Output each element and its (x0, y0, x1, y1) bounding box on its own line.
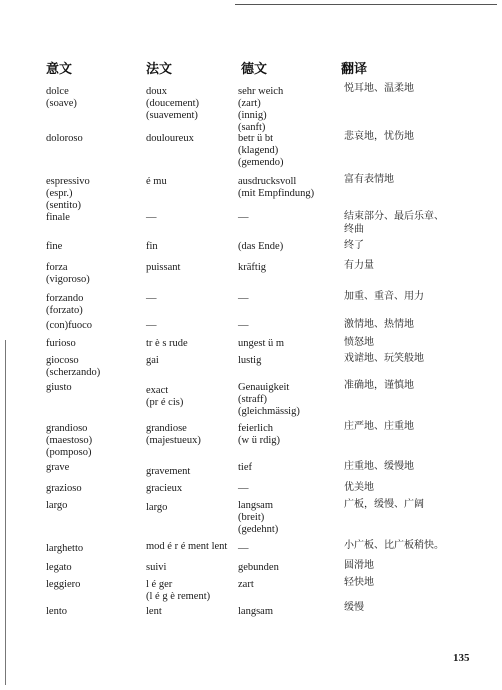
cell-de (238, 579, 254, 591)
cell-it (46, 320, 92, 332)
cell-line: — (146, 293, 157, 304)
cell-fr (146, 483, 182, 495)
cell-zh (344, 481, 374, 494)
cell-line: (majestueux) (146, 435, 201, 446)
cell-line: (innig) (238, 110, 267, 121)
cell-line: Genauigkeit (238, 382, 290, 393)
cell-line: 缓慢 (344, 602, 364, 613)
cell-line: (maestoso) (46, 435, 93, 446)
cell-line: ausdrucksvoll (238, 176, 297, 187)
cell-zh (344, 336, 374, 349)
cell-it (46, 562, 72, 574)
cell-fr (146, 86, 199, 122)
cell-line: (sanft) (238, 122, 266, 133)
cell-fr (146, 423, 201, 447)
cell-line: l é ger (146, 579, 173, 590)
cell-line: 悦耳地、温柔地 (344, 83, 414, 94)
cell-line: (das Ende) (238, 241, 284, 252)
cell-line: 有力量 (344, 260, 374, 271)
cell-zh (344, 498, 424, 511)
cell-de (238, 338, 284, 350)
header-italian: 意文 (46, 62, 73, 77)
cell-fr (146, 176, 167, 188)
cell-zh (344, 460, 414, 473)
cell-de (238, 241, 283, 253)
cell-line: 广板，缓慢、广阔 (344, 499, 424, 510)
cell-line: 悲哀地，忧伤地 (344, 131, 414, 142)
cell-line: (gleichmässig) (238, 406, 300, 417)
cell-de (238, 133, 283, 169)
cell-fr (146, 338, 188, 350)
cell-line: gravement (146, 466, 191, 477)
cell-line: gai (146, 355, 159, 366)
cell-line: grandiose (146, 423, 187, 434)
cell-line: furioso (46, 338, 76, 349)
cell-it (46, 606, 67, 618)
cell-line: largo (46, 500, 68, 511)
cell-line: (pomposo) (46, 447, 92, 458)
cell-line: 终了 (344, 240, 364, 251)
cell-de (238, 483, 249, 495)
cell-line: tief (238, 462, 252, 473)
cell-line: grave (46, 462, 70, 473)
cell-line: exact (146, 385, 169, 396)
cell-line: (pr é cis) (146, 397, 184, 408)
cell-de (238, 320, 249, 332)
cell-line: (doucement) (146, 98, 200, 109)
cell-fr (146, 262, 180, 274)
cell-de (238, 262, 266, 274)
cell-line: zart (238, 579, 254, 590)
cell-zh (344, 318, 414, 331)
cell-fr (146, 562, 166, 574)
cell-zh (344, 539, 444, 552)
cell-line: langsam (238, 500, 273, 511)
cell-line: lento (46, 606, 67, 617)
cell-line: 庄重地、缓慢地 (344, 461, 414, 472)
cell-zh (344, 239, 364, 252)
header-chinese: 翻译 (341, 62, 368, 77)
cell-zh (344, 559, 374, 572)
cell-fr (146, 320, 157, 332)
cell-line: 准确地，谨慎地 (344, 380, 414, 391)
cell-it (46, 355, 100, 379)
top-rule (235, 4, 497, 5)
cell-line: — (238, 320, 249, 331)
cell-line: grazioso (46, 483, 82, 494)
cell-fr (146, 241, 158, 253)
cell-fr (146, 502, 167, 514)
cell-line: (scherzando) (46, 367, 101, 378)
cell-line: (vigoroso) (46, 274, 90, 285)
cell-line: (zart) (238, 98, 261, 109)
cell-line: (sentito) (46, 200, 81, 211)
cell-line: (w ü rdig) (238, 435, 280, 446)
cell-it (46, 241, 62, 253)
cell-zh (344, 210, 444, 236)
cell-de (238, 543, 249, 555)
cell-de (238, 462, 252, 474)
cell-line: 富有表情地 (344, 174, 394, 185)
cell-line: doloroso (46, 133, 83, 144)
cell-line: feierlich (238, 423, 273, 434)
cell-zh (344, 130, 414, 143)
cell-line: (forzato) (46, 305, 83, 316)
cell-line: (gedehnt) (238, 524, 279, 535)
cell-line: espressivo (46, 176, 90, 187)
cell-fr (146, 212, 157, 224)
cell-it (46, 579, 80, 591)
cell-it (46, 543, 83, 555)
cell-de (238, 382, 300, 418)
cell-line: — (146, 212, 157, 223)
cell-zh (344, 352, 424, 365)
cell-line: (mit Empfindung) (238, 188, 315, 199)
cell-line: leggiero (46, 579, 81, 590)
cell-line: (breit) (238, 512, 265, 523)
header-french: 法文 (146, 62, 173, 77)
cell-line: lustig (238, 355, 262, 366)
cell-line: 加重、重音、用力 (344, 291, 424, 302)
cell-de (238, 423, 280, 447)
cell-line: (klagend) (238, 145, 279, 156)
cell-it (46, 462, 69, 474)
cell-de (238, 355, 261, 367)
cell-de (238, 562, 279, 574)
cell-line: (straff) (238, 394, 267, 405)
cell-line: ungest ü m (238, 338, 285, 349)
cell-line: — (238, 212, 249, 223)
cell-it (46, 212, 70, 224)
cell-line: douloureux (146, 133, 194, 144)
cell-zh (344, 379, 414, 392)
cell-zh (344, 290, 424, 303)
cell-line: (gemendo) (238, 157, 284, 168)
cell-fr (146, 466, 190, 478)
cell-line: (con)fuoco (46, 320, 93, 331)
cell-it (46, 262, 90, 286)
cell-line: 结束部分、最后乐章、 (344, 211, 444, 222)
cell-fr (146, 133, 194, 145)
cell-line: larghetto (46, 543, 84, 554)
cell-it (46, 423, 92, 459)
cell-it (46, 483, 82, 495)
cell-line: (soave) (46, 98, 77, 109)
cell-line: dolce (46, 86, 69, 97)
cell-line: giocoso (46, 355, 79, 366)
cell-de (238, 176, 314, 200)
cell-line: — (146, 320, 157, 331)
cell-line: (l é g è rement) (146, 591, 211, 602)
page-number: 135 (453, 652, 470, 664)
cell-line: tr è s rude (146, 338, 188, 349)
cell-line: fin (146, 241, 158, 252)
cell-line: 圆滑地 (344, 560, 374, 571)
cell-it (46, 176, 90, 212)
cell-line: lent (146, 606, 162, 617)
cell-de (238, 212, 249, 224)
cell-de (238, 606, 273, 618)
cell-line: — (238, 293, 249, 304)
cell-line: giusto (46, 382, 72, 393)
cell-fr (146, 579, 210, 603)
cell-line: — (238, 483, 249, 494)
cell-line: 轻快地 (344, 577, 374, 588)
cell-line: forzando (46, 293, 84, 304)
cell-line: forza (46, 262, 68, 273)
binding-edge-line (5, 340, 6, 685)
cell-line: kräftig (238, 262, 266, 273)
cell-fr (146, 385, 183, 409)
cell-zh (344, 420, 414, 433)
cell-line: gracieux (146, 483, 183, 494)
cell-line: gebunden (238, 562, 279, 573)
cell-line: 戏谑地、玩笑般地 (344, 353, 424, 364)
cell-line: largo (146, 502, 168, 513)
cell-line: 激情地、热情地 (344, 319, 414, 330)
cell-line: legato (46, 562, 72, 573)
cell-line: 优美地 (344, 482, 374, 493)
cell-fr (146, 293, 157, 305)
cell-zh (344, 601, 364, 614)
cell-line: é mu (146, 176, 167, 187)
cell-line: — (238, 543, 249, 554)
cell-line: 愤怒地 (344, 337, 374, 348)
cell-line: 终曲 (344, 224, 364, 235)
cell-fr (146, 541, 227, 553)
cell-it (46, 293, 83, 317)
cell-zh (344, 173, 394, 186)
cell-line: (suavement) (146, 110, 198, 121)
cell-line: mod é r é ment lent (146, 541, 228, 552)
cell-line: (espr.) (46, 188, 73, 199)
cell-line: suivi (146, 562, 167, 573)
cell-line: sehr weich (238, 86, 284, 97)
cell-line: grandioso (46, 423, 88, 434)
cell-line: doux (146, 86, 167, 97)
cell-line: langsam (238, 606, 273, 617)
cell-line: finale (46, 212, 70, 223)
cell-line: puissant (146, 262, 181, 273)
cell-line: 庄严地、庄重地 (344, 421, 414, 432)
cell-zh (344, 259, 374, 272)
cell-it (46, 500, 67, 512)
cell-fr (146, 606, 162, 618)
cell-de (238, 293, 249, 305)
cell-de (238, 500, 278, 536)
cell-de (238, 86, 283, 134)
cell-zh (344, 576, 374, 589)
cell-it (46, 86, 77, 110)
cell-it (46, 338, 76, 350)
cell-line: 小广板、比广板稍快。 (344, 540, 444, 551)
cell-fr (146, 355, 159, 367)
cell-zh (344, 82, 414, 95)
cell-line: betr ü bt (238, 133, 273, 144)
cell-line: fine (46, 241, 63, 252)
header-german: 德文 (241, 62, 268, 77)
cell-it (46, 133, 83, 145)
cell-it (46, 382, 72, 394)
